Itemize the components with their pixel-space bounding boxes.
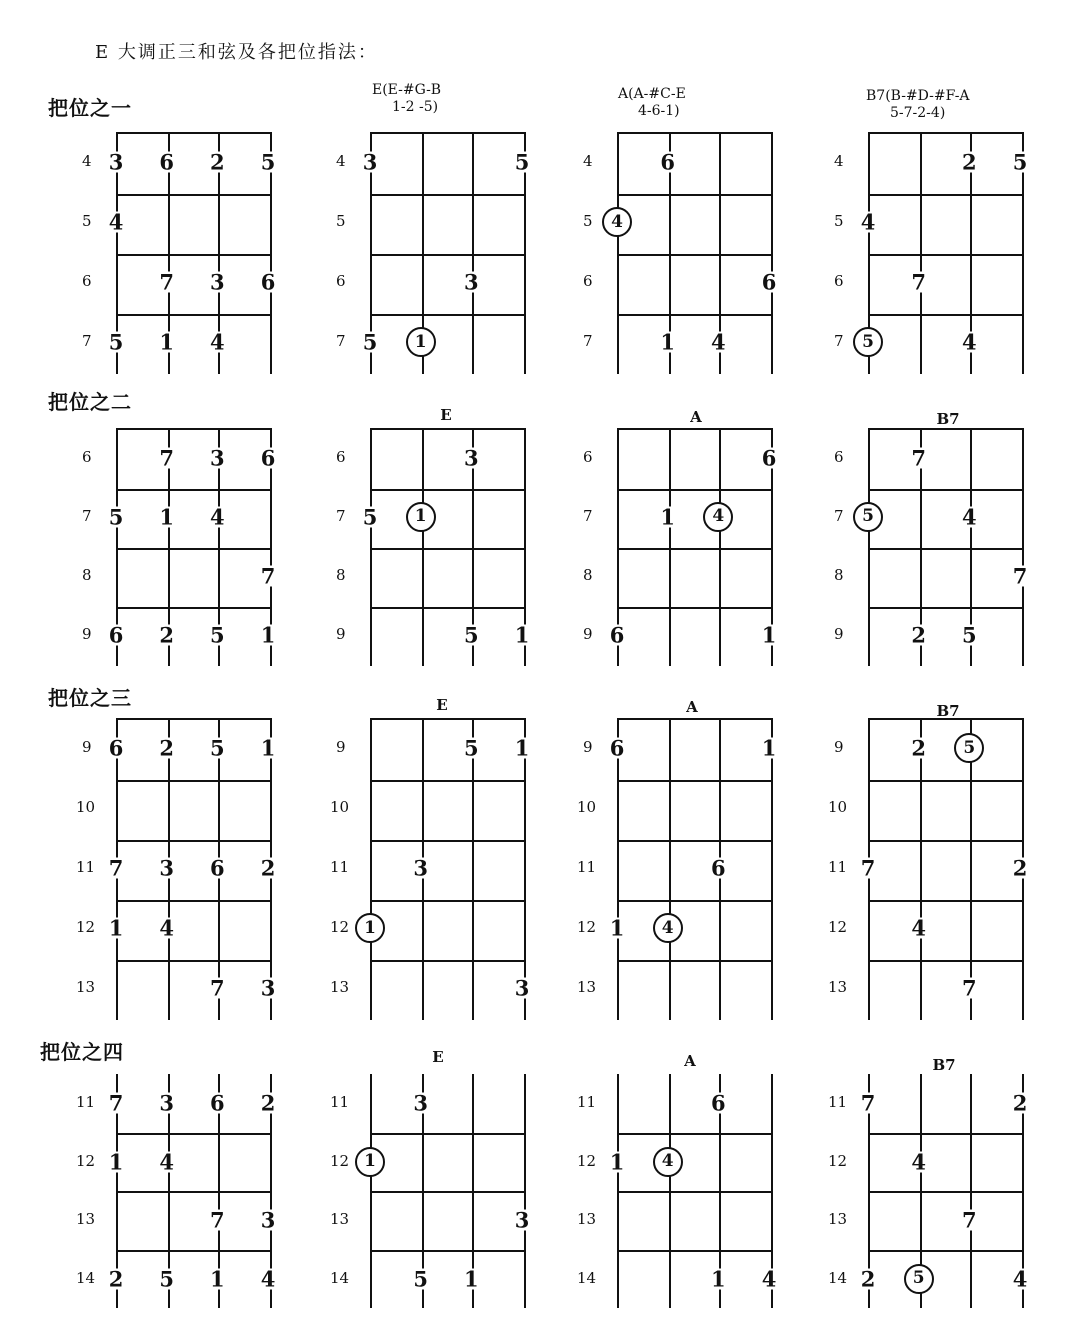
fret-line <box>870 780 1022 782</box>
note: 7 <box>108 855 124 881</box>
note: 4 <box>159 1149 174 1175</box>
fretboard-grid <box>617 428 773 666</box>
fret-line <box>619 1191 771 1193</box>
chord-diagram <box>330 132 542 382</box>
page-title: E 大调正三和弦及各把位指法： <box>95 42 378 63</box>
chord-diagram <box>577 428 789 674</box>
note: 7 <box>860 1090 876 1116</box>
fret-line <box>118 548 270 550</box>
section-title-4: 把位之四 <box>40 1040 124 1064</box>
note: 4 <box>260 1266 276 1292</box>
fret-number: 14 <box>828 1268 848 1287</box>
fret-number: 8 <box>336 565 346 584</box>
string-line <box>669 720 671 1020</box>
fret-number: 9 <box>583 738 593 756</box>
note: 3 <box>413 1090 428 1116</box>
fret-number: 6 <box>336 447 346 466</box>
fret-number: 12 <box>577 918 597 936</box>
note: 7 <box>159 445 174 470</box>
note: 5 <box>210 735 225 761</box>
fret-number: 5 <box>82 212 92 230</box>
chord-diagram <box>828 132 1040 382</box>
fret-number: 7 <box>834 332 844 350</box>
fret-line <box>372 548 524 550</box>
fret-line <box>118 254 270 256</box>
chord-diagram <box>828 718 1040 1028</box>
fret-number: 6 <box>834 447 844 466</box>
fret-line <box>118 314 270 316</box>
note: 3 <box>159 1090 174 1116</box>
root-note: 4 <box>653 913 683 943</box>
fret-number: 11 <box>577 1093 597 1112</box>
fret-number: 7 <box>336 332 346 350</box>
note: 2 <box>159 622 174 647</box>
fret-line <box>870 548 1022 550</box>
fret-line <box>870 1133 1022 1135</box>
note: 4 <box>1012 1266 1028 1292</box>
note: 3 <box>159 855 174 881</box>
note: 2 <box>108 1266 124 1292</box>
chord-diagram <box>828 1074 1040 1318</box>
fret-line <box>619 840 771 842</box>
chord-diagram <box>76 718 288 1028</box>
fretboard-grid <box>617 132 773 374</box>
note: 7 <box>260 563 276 588</box>
chord-diagram <box>330 1074 542 1318</box>
fret-line <box>619 254 771 256</box>
chord-diagram <box>577 718 789 1028</box>
fret-line <box>619 780 771 782</box>
note: 6 <box>260 445 276 470</box>
note: 1 <box>609 915 625 941</box>
fret-number: 11 <box>76 858 96 876</box>
note: 7 <box>210 975 225 1001</box>
fret-line <box>118 780 270 782</box>
note: 3 <box>413 855 428 881</box>
fret-number: 14 <box>577 1268 597 1287</box>
fret-number: 13 <box>76 1210 96 1229</box>
string-line <box>472 720 474 1020</box>
note: 7 <box>1012 563 1028 588</box>
fret-number: 6 <box>583 447 593 466</box>
note: 6 <box>108 735 124 761</box>
fret-number: 13 <box>76 978 96 996</box>
note: 6 <box>609 622 625 647</box>
chord-diagram <box>330 718 542 1028</box>
note: 1 <box>514 735 530 761</box>
note: 2 <box>260 1090 276 1116</box>
chord-formula-e-top: E(E-#G-B <box>372 82 442 98</box>
chord-formula-b7-top: B7(B-#D-#F-A <box>866 88 970 104</box>
chord-diagram <box>577 1074 789 1318</box>
fret-number: 11 <box>577 858 597 876</box>
chord-name-b7-3: B7 <box>936 702 960 720</box>
fret-number: 10 <box>330 798 350 816</box>
chord-name-a-3: A <box>686 698 698 716</box>
note: 4 <box>108 209 124 235</box>
note: 2 <box>911 622 926 647</box>
fret-line <box>619 960 771 962</box>
chord-name-e-3: E <box>436 696 448 714</box>
fret-line <box>118 960 270 962</box>
fret-number: 4 <box>834 152 844 170</box>
note: 5 <box>413 1266 428 1292</box>
fret-line <box>118 1191 270 1193</box>
note: 2 <box>1012 855 1028 881</box>
section-title-1: 把位之一 <box>48 96 132 120</box>
note: 3 <box>210 445 225 470</box>
note: 2 <box>962 149 977 175</box>
fret-number: 13 <box>577 1210 597 1229</box>
fret-number: 12 <box>330 1151 350 1170</box>
note: 1 <box>464 1266 479 1292</box>
note: 1 <box>159 329 174 355</box>
fret-line <box>118 840 270 842</box>
fret-line <box>870 194 1022 196</box>
fret-line <box>619 1133 771 1135</box>
chord-formula-e-bottom: 1-2 -5) <box>392 99 439 115</box>
note: 4 <box>860 209 876 235</box>
note: 1 <box>108 915 124 941</box>
fret-number: 10 <box>828 798 848 816</box>
fretboard-grid <box>370 1074 526 1308</box>
note: 3 <box>514 975 530 1001</box>
note: 5 <box>514 149 530 175</box>
note: 1 <box>660 504 675 529</box>
root-note: 5 <box>904 1264 934 1294</box>
chord-formula-e <box>372 82 441 116</box>
chord-diagram <box>330 428 542 674</box>
note: 1 <box>761 735 777 761</box>
chord-name-a-2: A <box>690 408 702 426</box>
fret-number: 11 <box>330 1093 350 1112</box>
note: 6 <box>609 735 625 761</box>
note: 1 <box>711 1266 726 1292</box>
fret-number: 9 <box>336 624 346 643</box>
fret-number: 13 <box>330 1210 350 1229</box>
note: 6 <box>260 269 276 295</box>
fret-number: 13 <box>828 1210 848 1229</box>
fretboard-grid <box>868 132 1024 374</box>
fret-number: 7 <box>834 506 844 525</box>
fret-line <box>870 314 1022 316</box>
fret-number: 14 <box>76 1268 96 1287</box>
fret-number: 13 <box>330 978 350 996</box>
fret-number: 13 <box>577 978 597 996</box>
note: 3 <box>362 149 378 175</box>
fretboard-grid <box>370 132 526 374</box>
fret-number: 11 <box>330 858 350 876</box>
root-note: 1 <box>355 1147 385 1177</box>
fret-number: 7 <box>583 332 593 350</box>
note: 2 <box>911 735 926 761</box>
fret-number: 11 <box>76 1093 96 1112</box>
note: 1 <box>609 1149 625 1175</box>
root-note: 1 <box>406 502 436 532</box>
fret-line <box>619 314 771 316</box>
note: 3 <box>464 269 479 295</box>
note: 4 <box>210 504 225 529</box>
fret-number: 4 <box>82 152 92 170</box>
fret-number: 6 <box>82 272 92 290</box>
chord-diagram <box>828 428 1040 674</box>
fretboard-grid <box>868 1074 1024 1308</box>
note: 2 <box>159 735 174 761</box>
fret-number: 10 <box>76 798 96 816</box>
note: 4 <box>210 329 225 355</box>
note: 2 <box>210 149 225 175</box>
fret-number: 9 <box>834 624 844 643</box>
fret-line <box>372 900 524 902</box>
fret-number: 9 <box>82 624 92 643</box>
note: 5 <box>464 622 479 647</box>
note: 1 <box>514 622 530 647</box>
fret-line <box>372 254 524 256</box>
fret-number: 7 <box>336 506 346 525</box>
fret-line <box>372 489 524 491</box>
fret-number: 8 <box>583 565 593 584</box>
root-note: 1 <box>406 327 436 357</box>
fret-line <box>118 1250 270 1252</box>
note: 7 <box>911 269 926 295</box>
note: 2 <box>260 855 276 881</box>
note: 3 <box>464 445 479 470</box>
chord-formula-a <box>618 86 686 120</box>
note: 5 <box>210 622 225 647</box>
fret-number: 5 <box>336 212 346 230</box>
fret-line <box>118 1133 270 1135</box>
note: 7 <box>911 445 926 470</box>
fretboard-grid <box>617 1074 773 1308</box>
note: 3 <box>260 975 276 1001</box>
fret-number: 5 <box>583 212 593 230</box>
fret-number: 6 <box>834 272 844 290</box>
chord-formula-a-bottom: 4-6-1) <box>638 103 680 119</box>
fret-number: 4 <box>336 152 346 170</box>
root-note: 1 <box>355 913 385 943</box>
note: 1 <box>159 504 174 529</box>
root-note: 5 <box>853 502 883 532</box>
fret-line <box>372 607 524 609</box>
note: 6 <box>210 1090 225 1116</box>
note: 5 <box>362 504 378 529</box>
fret-line <box>118 194 270 196</box>
note: 1 <box>761 622 777 647</box>
fret-number: 10 <box>577 798 597 816</box>
note: 3 <box>260 1207 276 1233</box>
fret-number: 8 <box>834 565 844 584</box>
fret-line <box>118 489 270 491</box>
fret-line <box>619 607 771 609</box>
note: 4 <box>962 329 977 355</box>
fret-line <box>619 194 771 196</box>
chord-name-a-4: A <box>684 1052 696 1070</box>
fretboard-grid <box>116 1074 272 1308</box>
note: 6 <box>761 445 777 470</box>
fret-line <box>619 489 771 491</box>
note: 7 <box>962 1207 977 1233</box>
note: 6 <box>108 622 124 647</box>
chord-formula-b7 <box>866 88 970 122</box>
fret-number: 6 <box>82 447 92 466</box>
chord-name-b7-2: B7 <box>936 410 960 428</box>
note: 4 <box>761 1266 777 1292</box>
fret-line <box>372 780 524 782</box>
chord-name-e-4: E <box>432 1048 444 1066</box>
fret-number: 9 <box>583 624 593 643</box>
fret-line <box>118 607 270 609</box>
fret-line <box>870 489 1022 491</box>
note: 1 <box>260 622 276 647</box>
fret-number: 7 <box>583 506 593 525</box>
note: 3 <box>514 1207 530 1233</box>
fret-line <box>372 960 524 962</box>
fret-number: 5 <box>834 212 844 230</box>
note: 6 <box>711 1090 726 1116</box>
fret-line <box>870 840 1022 842</box>
fret-number: 14 <box>330 1268 350 1287</box>
fret-line <box>619 548 771 550</box>
note: 7 <box>962 975 977 1001</box>
fret-number: 12 <box>76 1151 96 1170</box>
chord-diagram <box>76 1074 288 1318</box>
section-title-2: 把位之二 <box>48 390 132 414</box>
chord-formula-b7-bottom: 5-7-2-4) <box>890 105 946 121</box>
chord-diagram <box>577 132 789 382</box>
note: 7 <box>210 1207 225 1233</box>
fret-line <box>372 1250 524 1252</box>
fretboard-grid <box>370 718 526 1020</box>
fret-line <box>372 840 524 842</box>
fret-number: 11 <box>828 1093 848 1112</box>
fret-number: 4 <box>583 152 593 170</box>
note: 7 <box>159 269 174 295</box>
fret-line <box>372 1191 524 1193</box>
fretboard-grid <box>370 428 526 666</box>
fretboard-grid <box>868 718 1024 1020</box>
note: 6 <box>159 149 174 175</box>
fret-number: 9 <box>336 738 346 756</box>
note: 1 <box>260 735 276 761</box>
fret-line <box>118 900 270 902</box>
note: 5 <box>962 622 977 647</box>
note: 2 <box>1012 1090 1028 1116</box>
fret-line <box>372 1133 524 1135</box>
note: 6 <box>660 149 675 175</box>
section-title-3: 把位之三 <box>48 686 132 710</box>
fretboard-grid <box>116 428 272 666</box>
fret-number: 6 <box>583 272 593 290</box>
fret-number: 7 <box>82 332 92 350</box>
note: 4 <box>962 504 977 529</box>
fret-number: 12 <box>828 918 848 936</box>
fret-number: 12 <box>330 918 350 936</box>
fret-line <box>870 900 1022 902</box>
fretboard-grid <box>116 718 272 1020</box>
fret-number: 12 <box>577 1151 597 1170</box>
fret-line <box>870 254 1022 256</box>
root-note: 4 <box>602 207 632 237</box>
root-note: 5 <box>954 733 984 763</box>
chord-formula-a-top: A(A-#C-E <box>618 86 686 102</box>
fret-number: 7 <box>82 506 92 525</box>
fret-line <box>870 960 1022 962</box>
note: 6 <box>761 269 777 295</box>
root-note: 4 <box>653 1147 683 1177</box>
note: 1 <box>660 329 675 355</box>
note: 3 <box>108 149 124 175</box>
chord-name-e-2: E <box>440 406 452 424</box>
fretboard-grid <box>868 428 1024 666</box>
note: 6 <box>711 855 726 881</box>
note: 3 <box>210 269 225 295</box>
note: 1 <box>210 1266 225 1292</box>
fret-number: 9 <box>82 738 92 756</box>
fretboard-grid <box>116 132 272 374</box>
note: 4 <box>159 915 174 941</box>
fret-number: 11 <box>828 858 848 876</box>
note: 2 <box>860 1266 876 1292</box>
note: 7 <box>108 1090 124 1116</box>
string-line <box>920 720 922 1020</box>
note: 5 <box>159 1266 174 1292</box>
chord-diagram <box>76 132 288 382</box>
chord-diagram <box>76 428 288 674</box>
chord-name-b7-4: B7 <box>932 1056 956 1074</box>
note: 4 <box>711 329 726 355</box>
note: 4 <box>911 1149 926 1175</box>
note: 5 <box>108 329 124 355</box>
fret-line <box>870 607 1022 609</box>
note: 6 <box>210 855 225 881</box>
note: 5 <box>108 504 124 529</box>
note: 1 <box>108 1149 124 1175</box>
root-note: 5 <box>853 327 883 357</box>
fret-number: 9 <box>834 738 844 756</box>
fret-number: 6 <box>336 272 346 290</box>
fret-line <box>870 1250 1022 1252</box>
fretboard-grid <box>617 718 773 1020</box>
note: 7 <box>860 855 876 881</box>
fret-number: 12 <box>76 918 96 936</box>
fret-line <box>619 1250 771 1252</box>
fret-number: 13 <box>828 978 848 996</box>
fret-number: 12 <box>828 1151 848 1170</box>
fret-line <box>372 314 524 316</box>
note: 5 <box>260 149 276 175</box>
fret-line <box>372 194 524 196</box>
note: 5 <box>362 329 378 355</box>
fret-line <box>870 1191 1022 1193</box>
note: 5 <box>1012 149 1028 175</box>
note: 4 <box>911 915 926 941</box>
fret-line <box>619 900 771 902</box>
fret-number: 8 <box>82 565 92 584</box>
note: 5 <box>464 735 479 761</box>
root-note: 4 <box>703 502 733 532</box>
